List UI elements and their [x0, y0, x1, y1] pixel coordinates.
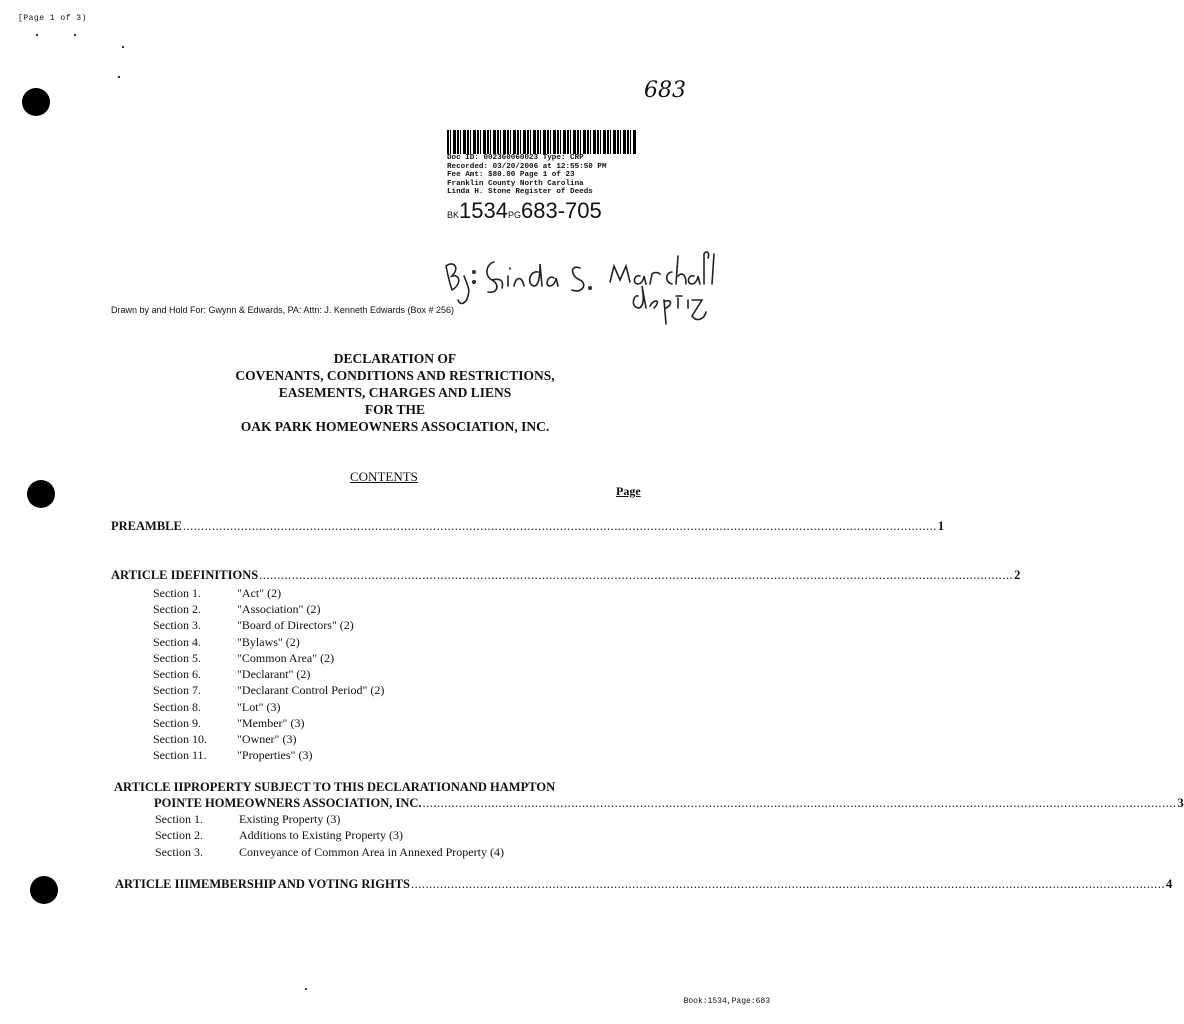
toc-article-1-page: 2: [1014, 568, 1021, 582]
toc-section: Section 8. "Lot" (3): [153, 700, 281, 714]
toc-article-2-line-1: [114, 780, 555, 795]
toc-leader-dots: ................................................................................................................................................................................................................: [410, 877, 1165, 891]
toc-section: Section 3. Conveyance of Common Area in Annexed Property (4): [155, 845, 504, 859]
toc-section: Section 2. Additions to Existing Property (3): [155, 828, 403, 842]
drawn-by-line: Drawn by and Hold For: Gwynn & Edwards, PA: Attn: J. Kenneth Edwards (Box # 256): [111, 305, 454, 315]
toc-article-1-label: ARTICLE IDEFINITIONS: [111, 568, 259, 582]
toc-article-3-page: 4: [1165, 877, 1173, 891]
recording-stamp: [447, 130, 647, 227]
stamp-line-doc-id: Doc ID: 002360060023 Type: CRP: [447, 154, 584, 162]
toc-section: Section 1. "Act" (2): [153, 586, 282, 600]
toc-section: Section 3. "Board of Directors" (2): [153, 618, 354, 632]
barcode-icon: [447, 130, 637, 154]
toc-section: Section 4. "Bylaws" (2): [153, 635, 300, 649]
toc-preamble-label: PREAMBLE: [111, 519, 182, 533]
page-column-heading: Page: [616, 484, 641, 498]
toc-section: Section 7. "Declarant Control Period" (2): [153, 683, 385, 697]
toc-article-3-label: ARTICLE IIIMEMBERSHIP AND VOTING RIGHTS: [115, 877, 410, 891]
toc-section: Section 2. "Association" (2): [153, 602, 321, 616]
stamp-line-recorded: Recorded: 03/20/2006 at 12:55:50 PM: [447, 162, 607, 171]
stamp-line-register: Linda H. Stone Register of Deeds: [447, 188, 593, 197]
handwritten-signature: [438, 246, 718, 336]
scan-speck: [305, 988, 307, 990]
toc-leader-dots: ................................................................................................................................................................................................................: [182, 519, 937, 533]
stamp-line-fee: Fee Amt: $80.00 Page 1 of 23: [447, 171, 575, 180]
title-line-1: DECLARATION OF: [333, 351, 457, 366]
title-line-3: EASEMENTS, CHARGES AND LIENS: [278, 385, 512, 400]
book-page-reference: [447, 199, 647, 227]
toc-article-2-label-1: ARTICLE IIPROPERTY SUBJECT TO THIS DECLARATIONAND HAMPTON: [114, 780, 556, 794]
scan-speck: [74, 34, 76, 36]
pg-label: PG: [507, 209, 521, 220]
bk-label: BK: [447, 209, 460, 220]
scan-speck: [122, 46, 124, 48]
stamp-line-county: Franklin County North Carolina: [447, 179, 584, 188]
toc-leader-dots: ................................................................................................................................................................................................................: [259, 568, 1014, 582]
toc-section: Section 1. Existing Property (3): [155, 812, 341, 826]
toc-article-3: [115, 877, 1173, 892]
toc-leader-dots: ................................................................................................................................................................................................................: [422, 796, 1177, 810]
print-page-note: [Page 1 of 3): [18, 14, 87, 23]
toc-article-2-line-2: [154, 796, 1184, 811]
scan-speck: [36, 34, 38, 36]
punch-hole-bottom: [30, 876, 58, 904]
title-line-4: FOR THE: [364, 402, 426, 417]
contents-heading: CONTENTS: [350, 469, 418, 484]
title-line-5: OAK PARK HOMEOWNERS ASSOCIATION, INC.: [240, 419, 550, 434]
title-line-2: COVENANTS, CONDITIONS AND RESTRICTIONS,: [235, 368, 555, 383]
toc-section: Section 5. "Common Area" (2): [153, 651, 335, 665]
handwritten-page-number: 683: [644, 78, 686, 103]
toc-article-2-label-2: POINTE HOMEOWNERS ASSOCIATION, INC.: [154, 796, 422, 810]
punch-hole-top: [22, 88, 50, 116]
punch-hole-middle: [27, 480, 55, 508]
book-number: 1534: [459, 197, 508, 223]
page-range: 683-705: [520, 197, 602, 223]
toc-article-2-page: 3: [1177, 796, 1184, 810]
toc-article-1: [111, 568, 1021, 583]
toc-section: Section 6. "Declarant" (2): [153, 667, 311, 681]
signature-text: By: Linda S. Marshall deputy: [438, 334, 450, 335]
scan-speck: [118, 76, 120, 78]
toc-section: Section 10. "Owner" (3): [153, 732, 297, 746]
toc-preamble-page: 1: [937, 519, 945, 533]
toc-preamble: [111, 519, 945, 534]
toc-section: Section 11. "Properties" (3): [153, 748, 313, 762]
toc-section: Section 9. "Member" (3): [153, 716, 305, 730]
document-title: [0, 350, 790, 435]
book-page-footer: Book:1534,Page:683: [683, 997, 770, 1006]
